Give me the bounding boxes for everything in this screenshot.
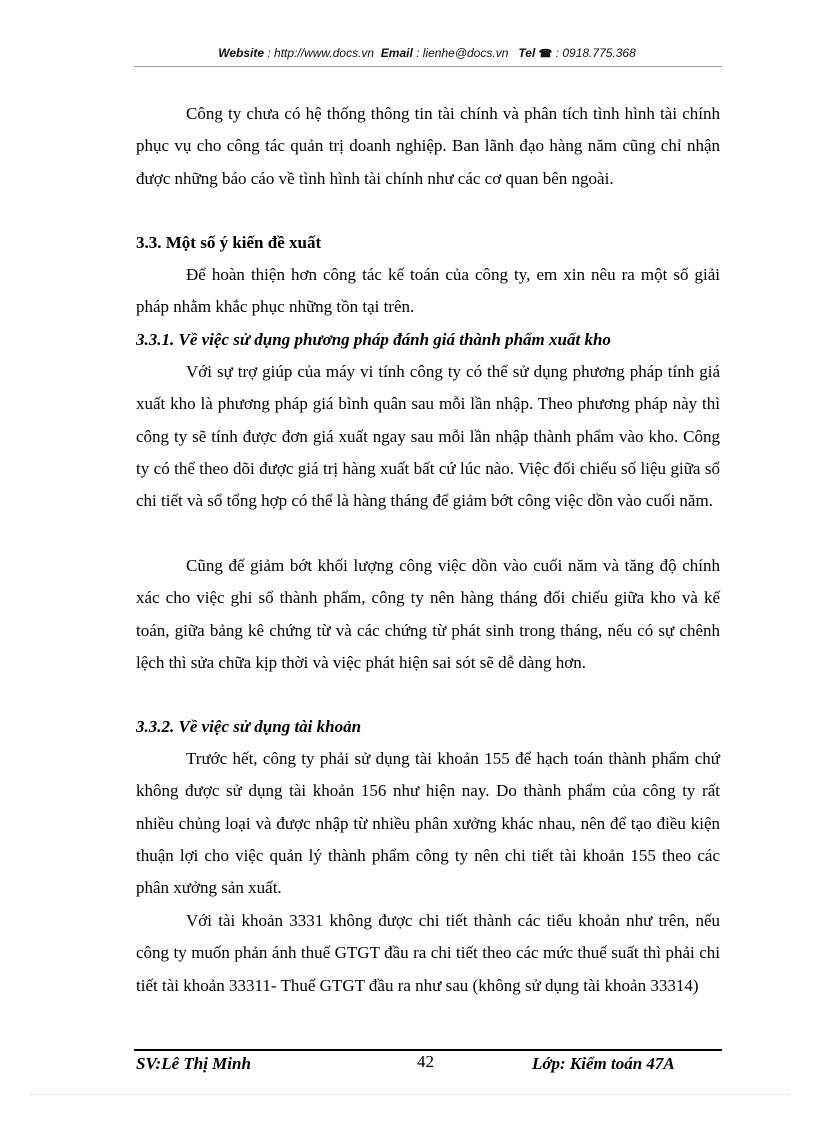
tel-separator: :: [552, 46, 563, 60]
subsection-heading-3-3-2: 3.3.2. Về việc sử dụng tài khoản: [136, 717, 362, 736]
page-header: [134, 46, 720, 60]
paragraph-intro-solutions: Để hoàn thiện hơn công tác kế toán của công ty, em xin nêu ra một số giải pháp nhằm khắc phục những tồn tại trên.: [136, 265, 720, 317]
page-bottom-dotted-line: [30, 1094, 790, 1095]
email-address: lienhe@docs.vn: [422, 46, 509, 60]
page-number: 42: [417, 1052, 434, 1071]
paragraph-account-155: Trước hết, công ty phải sử dụng tài khoản 155 để hạch toán thành phẩm chứ không được sử dụng tài khoản 156 như hiện nay. Do thành phẩm của công ty rất nhiều chủng loại và được nhập từ nhiều phân xưởng khác nhau, nên để tạo điều kiện thuận lợi cho việc quản lý thành phẩm công ty nên chi tiết tài khoản 155 theo các phân xưởng sản xuất.: [136, 749, 720, 898]
tel-label: Tel: [518, 46, 536, 60]
header-divider: [134, 66, 722, 67]
website-url: http://www.docs.vn: [274, 46, 375, 60]
tel-number: 0918.775.368: [562, 46, 636, 60]
phone-icon: ☎: [538, 48, 553, 60]
website-label: Website: [218, 46, 265, 60]
section-heading-3-3: 3.3. Một số ý kiến đề xuất: [136, 233, 322, 252]
footer-divider: [134, 1049, 722, 1051]
footer-student-name: SV:Lê Thị Minh: [136, 1054, 251, 1073]
email-label: Email: [380, 46, 413, 60]
subsection-heading-3-3-1: 3.3.1. Về việc sử dụng phương pháp đánh giá thành phẩm xuất kho: [136, 330, 611, 349]
paragraph-valuation-method: Với sự trợ giúp của máy vi tính công ty có thể sử dụng phương pháp tính giá xuất kho là phương pháp giá bình quân sau mỗi lần nhập. Theo phương pháp này thì công ty sẽ tính được đơn giá xuất ngay sau mỗi lần nhập thành phẩm vào kho. Công ty có thể theo dõi được giá trị hàng xuất bất cứ lúc nào. Việc đối chiếu số liệu giữa sổ chi tiết và sổ tổng hợp có thể là hàng tháng để giảm bớt công việc dồn vào cuối năm.: [136, 362, 720, 511]
paragraph-reconciliation: Cũng để giảm bớt khối lượng công việc dồn vào cuối năm và tăng độ chính xác cho việc ghi sổ thành phẩm, công ty nên hàng tháng đối chiếu giữa kho và kế toán, giữa bảng kê chứng từ và các chứng từ phát sinh trong tháng, nếu có sự chênh lệch thì sửa chữa kịp thời và việc phát hiện sai sót sẽ dễ dàng hơn.: [136, 556, 720, 672]
footer-class-name: Lớp: Kiểm toán 47A: [532, 1054, 675, 1073]
website-separator: :: [264, 46, 275, 60]
paragraph-account-3331: Với tài khoản 3331 không được chi tiết thành các tiểu khoản như trên, nếu công ty muốn phản ánh thuế GTGT đầu ra chi tiết theo các mức thuế suất thì phải chi tiết tài khoản 33311- Thuế GTGT đầu ra như sau (không sử dụng tài khoản 33314): [136, 911, 720, 995]
paragraph-finance-info: Công ty chưa có hệ thống thông tin tài chính và phân tích tình hình tài chính phục vụ cho công tác quản trị doanh nghiệp. Ban lãnh đạo hàng năm cũng chỉ nhận được những báo cáo về tình hình tài chính như các cơ quan bên ngoài.: [136, 104, 720, 188]
email-separator: :: [412, 46, 423, 60]
